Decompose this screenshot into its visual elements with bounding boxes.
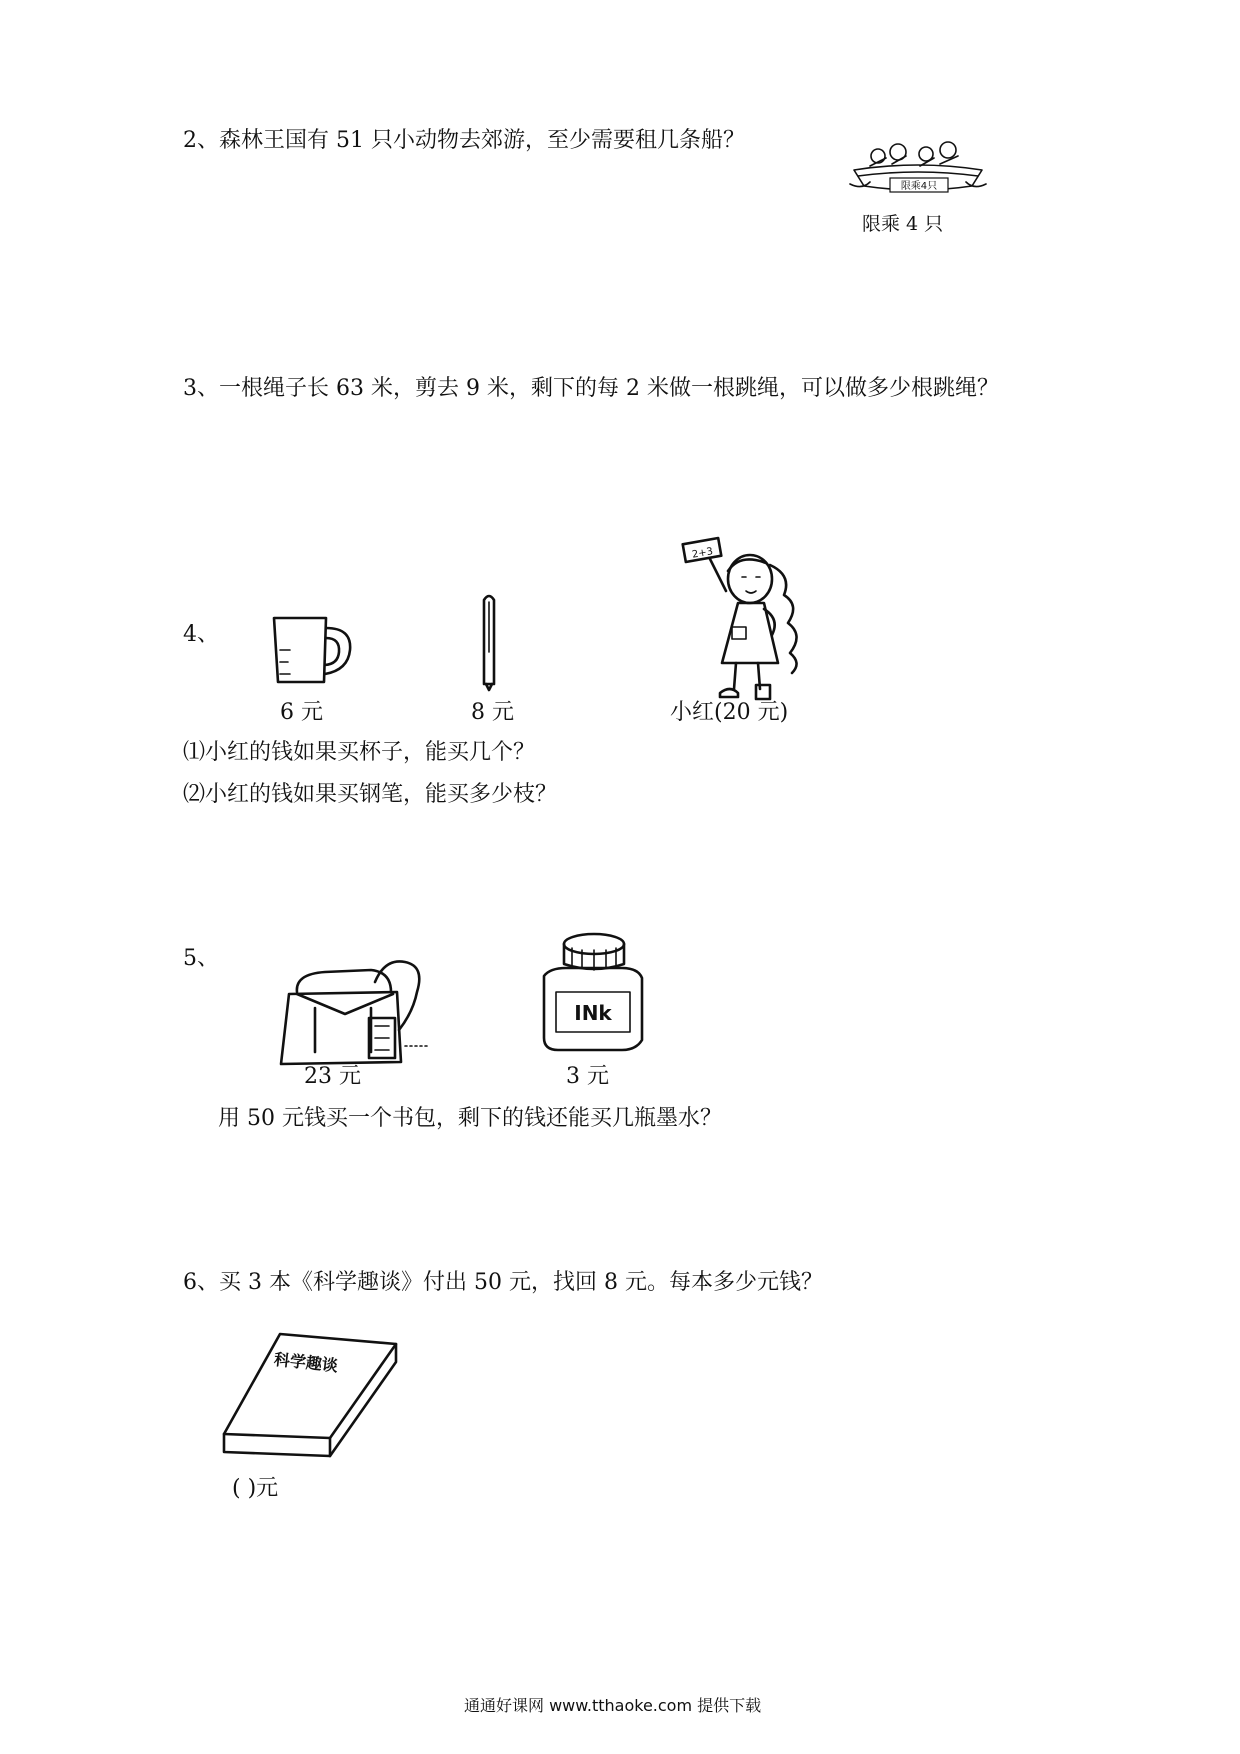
book-illustration — [220, 1330, 400, 1470]
boat-illustration — [848, 138, 988, 208]
ink-label-text: INk — [574, 1001, 612, 1025]
girl-card-text: 2+3 — [691, 546, 714, 561]
boat-caption: 限乘 4 只 — [862, 213, 944, 235]
girl-illustration — [680, 535, 830, 705]
cup-price: 6 元 — [280, 700, 323, 725]
cup-icon — [268, 610, 358, 690]
girl-caption: 小红(20 元) — [670, 700, 789, 725]
ink-price: 3 元 — [566, 1064, 609, 1089]
question-5-number: 5、 — [183, 946, 219, 971]
question-5-text: 用 50 元钱买一个书包，剩下的钱还能买几瓶墨水？ — [218, 1106, 722, 1131]
question-2-text: 2、森林王国有 51 只小动物去郊游，至少需要租几条船？ — [183, 128, 745, 153]
question-4-sub-1: ⑴小红的钱如果买杯子，能买几个？ — [183, 740, 536, 765]
pen-price: 8 元 — [471, 700, 514, 725]
pen-icon — [474, 592, 504, 692]
footer-text: 通通好课网 www.tthaoke.com 提供下载 — [464, 1696, 762, 1715]
ink-bottle-icon — [536, 930, 646, 1055]
boat-sign-text: 限乘4只 — [900, 181, 938, 192]
backpack-icon — [275, 952, 435, 1072]
book-title-text: 科学趣谈 — [273, 1349, 339, 1376]
question-3-text: 3、一根绳子长 63 米，剪去 9 米，剩下的每 2 米做一根跳绳，可以做多少根跳绳？ — [183, 376, 999, 401]
question-4-number: 4、 — [183, 622, 219, 647]
backpack-price: 23 元 — [304, 1064, 361, 1089]
question-4-sub-2: ⑵小红的钱如果买钢笔，能买多少枝？ — [183, 782, 558, 807]
answer-blank: ( )元 — [232, 1476, 279, 1501]
question-6-text: 6、买 3 本《科学趣谈》付出 50 元，找回 8 元。每本多少元钱？ — [183, 1270, 823, 1295]
